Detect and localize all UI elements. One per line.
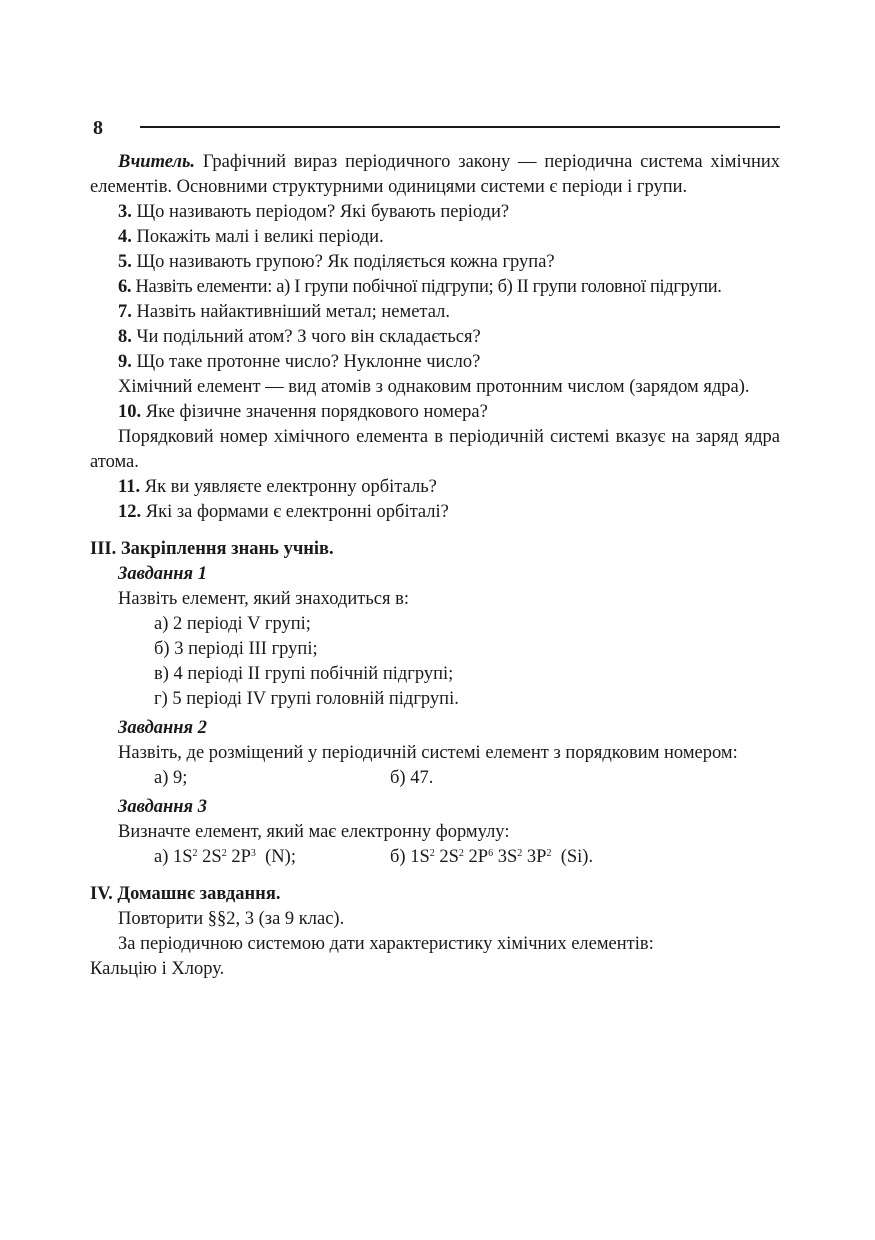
question-4: 4. Покажіть малі і великі періоди. — [118, 227, 384, 247]
answer-9: Хімічний елемент — вид атомів з однаковим протонним числом (зарядом ядра). — [118, 377, 750, 397]
section-3-title: ІІІ. Закріплення знань учнів. — [90, 539, 334, 559]
task-3-prompt: Визначте елемент, який має електронну формулу: — [118, 822, 510, 842]
question-7: 7. Назвіть найактивніший метал; неметал. — [118, 302, 450, 322]
task-3-title: Завдання 3 — [118, 797, 207, 817]
question-3: 3. Що називають періодом? Які бувають періоди? — [118, 202, 510, 222]
task-2-title: Завдання 2 — [118, 718, 207, 738]
question-11: 11. Як ви уявляєте електронну орбіталь? — [118, 477, 437, 497]
task-2-prompt: Назвіть, де розміщений у періодичній системі елемент з порядковим номером: — [118, 743, 738, 763]
section-4-title: IV. Домашнє завдання. — [90, 884, 281, 904]
task-1-item-b: б) 3 періоді ІІІ групі; — [154, 639, 318, 659]
formula-a: а) $1S^2$ $2S^2$ $2P^3$ (N); — [154, 847, 296, 867]
header-rule — [140, 126, 780, 128]
question-9: 9. Що таке протонне число? Нуклонне число? — [118, 352, 481, 372]
task-3-formulas — [90, 845, 780, 870]
page-number: 8 — [93, 117, 103, 139]
question-8: 8. Чи подільний атом? З чого він складається? — [118, 327, 481, 347]
formula-b: б) $1S^2$ $2S^2$ $2P^6$ $3S^2$ $3P^2$ (Si). — [390, 847, 594, 867]
task-1-item-a: а) 2 періоді V групі; — [154, 614, 311, 634]
task-2-options — [90, 766, 780, 791]
homework-line-1: Повторити §§2, 3 (за 9 клас). — [118, 909, 345, 929]
homework-line-2b: Кальцію і Хлору. — [90, 959, 225, 979]
intro-text: Графічний вираз періодичного закону — періодична система хімічних елементів. Основними структурними одиницями системи є періоди і групи. — [90, 152, 780, 197]
task-2-option-b: б) 47. — [390, 768, 434, 788]
task-2-option-a: а) 9; — [154, 768, 188, 788]
intro-paragraph — [90, 150, 780, 200]
task-1-item-d: г) 5 періоді IV групі головній підгрупі. — [154, 689, 459, 709]
page-content — [90, 150, 780, 982]
question-10: 10. Яке фізичне значення порядкового номера? — [118, 402, 488, 422]
homework-line-2a: За періодичною системою дати характеристику хімічних елементів: — [118, 934, 654, 954]
question-6: 6. Назвіть елементи: а) І групи побічної підгрупи; б) ІІ групи головної підгрупи. — [118, 277, 722, 297]
task-1-title: Завдання 1 — [118, 564, 207, 584]
task-1-item-c: в) 4 періоді ІІ групі побічній підгрупі; — [154, 664, 454, 684]
task-1-prompt: Назвіть елемент, який знаходиться в: — [118, 589, 409, 609]
speaker-label: Вчитель. — [118, 152, 196, 172]
answer-10: Порядковий номер хімічного елемента в періодичній системі вказує на заряд ядра атома. — [90, 427, 780, 472]
question-5: 5. Що називають групою? Як поділяється кожна група? — [118, 252, 555, 272]
question-12: 12. Які за формами є електронні орбіталі? — [118, 502, 449, 522]
